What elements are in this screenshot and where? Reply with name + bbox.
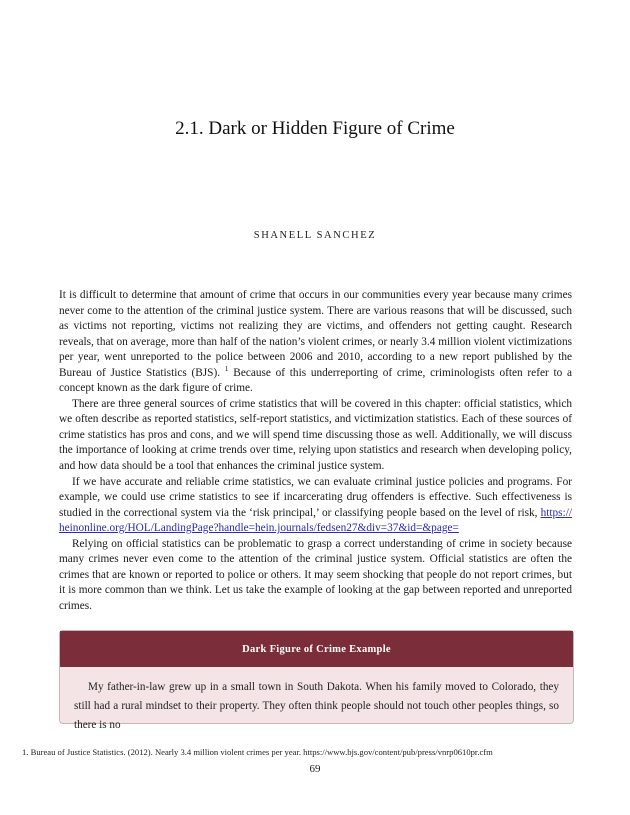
paragraph-4: Relying on official statistics can be problematic to grasp a correct understanding of crime in society because many crimes never even come to the attention of the criminal justice system. Official statistics are often the crimes that are known or reported to police or others. It may seem shocking that people do not report crimes, but it is more common than we think. Let us take the example of looking at the gap between reported and unreported crimes.	[59, 537, 572, 612]
body-text	[59, 288, 572, 614]
page-title: 2.1. Dark or Hidden Figure of Crime	[175, 118, 455, 139]
example-box-body: My father-in-law grew up in a small town in South Dakota. When his family moved to Colorado, they still had a rural mindset to their property. They often think people should not touch other peoples things, so there is no	[74, 681, 559, 731]
author-name: SHANELL SANCHEZ	[253, 230, 377, 241]
paragraph-1	[59, 288, 572, 397]
paragraph-1-continued: Because of this underreporting of crime, criminologists often refer to a concept known as the dark figure of crime.	[59, 366, 572, 395]
heinonline-link[interactable]: https://heinonline.org/HOL/LandingPage?handle=hein.journals/fedsen27&div=37&id=&page=	[59, 506, 572, 535]
footnote-reference[interactable]: 1	[224, 363, 229, 373]
footnote: 1. Bureau of Justice Statistics. (2012). Nearly 3.4 million violent crimes per year. https://www.bjs.gov/content/pub/press/vnrp0610pr.cfm	[22, 747, 493, 757]
paragraph-1-text: It is difficult to determine that amount of crime that occurs in our communities every year because many crimes never come to the attention of the criminal justice system. There are various reasons that will be discussed, such as victims not reporting, victims not realizing they are victims, and offenders not getting caught. Research reveals, that on average, more than half of the nation’s violent crimes, or nearly 3.4 million violent victimizations per year, went unreported to the police between 2006 and 2010, according to a new report published by the Bureau of Justice Statistics (BJS).	[59, 289, 572, 379]
paragraph-2: There are three general sources of crime statistics that will be covered in this chapter: official statistics, which we often describe as reported statistics, self-report statistics, and victimization statistics. Each of these sources of crime statistics has pros and cons, and we will spend time discussing those as well. Additionally, we will discuss the importance of looking at crime trends over time, relying upon statistics and research when developing policy, and how data should be a tool that enhances the criminal justice system.	[59, 397, 572, 473]
page-number: 69	[309, 763, 321, 775]
paragraph-3	[59, 475, 572, 537]
example-box	[59, 630, 574, 731]
example-box-header: Dark Figure of Crime Example	[60, 631, 573, 667]
paragraph-3-text: If we have accurate and reliable crime statistics, we can evaluate criminal justice policies and programs. For example, we could use crime statistics to see if incarcerating drug offenders is effective. Such effectiveness is studied in the correctional system via the ‘risk principal,’ or classifying people based on the level of risk,	[59, 475, 572, 519]
